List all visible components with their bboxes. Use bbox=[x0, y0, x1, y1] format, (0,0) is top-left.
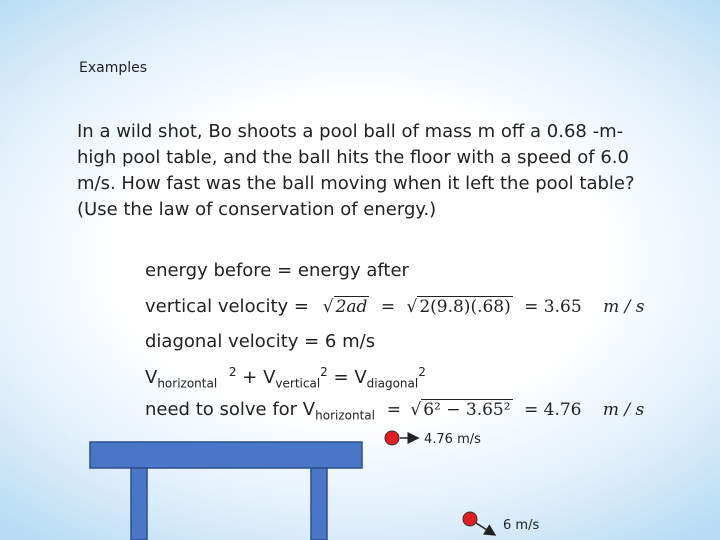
exponent: 2 bbox=[418, 365, 426, 379]
vertical-unit: m / s bbox=[603, 297, 645, 317]
pool-ball-top bbox=[385, 431, 399, 445]
sqrt-horizontal-radicand: 6² − 3.65² bbox=[423, 400, 511, 420]
v-symbol: V bbox=[145, 367, 158, 388]
pool-ball-bottom bbox=[463, 512, 477, 526]
equals-sign: = bbox=[386, 400, 401, 420]
equals-v: = V bbox=[333, 367, 367, 388]
ball-top-velocity-label: 4.76 m/s bbox=[424, 432, 481, 447]
problem-statement: In a wild shot, Bo shoots a pool ball of mass m off a 0.68 -m-high pool table, and the ball hits the floor with a speed of 6.0 m/s. How fast was the ball moving when it left the pool table? (Use the law of conservation of energy.) bbox=[77, 121, 635, 220]
subscript-horizontal: horizontal bbox=[315, 408, 375, 423]
pool-table-top bbox=[90, 442, 362, 468]
ball-bottom-velocity-label: 6 m/s bbox=[503, 518, 540, 533]
vertical-velocity-label: vertical velocity = bbox=[145, 296, 309, 317]
exponent: 2 bbox=[320, 365, 328, 379]
sqrt-horizontal: √ 6² − 3.65² bbox=[410, 400, 511, 420]
energy-equation: energy before = energy after bbox=[145, 260, 409, 281]
subscript-vertical: vertical bbox=[275, 376, 321, 391]
exponent: 2 bbox=[228, 365, 237, 379]
subscript-horizontal: horizontal bbox=[157, 376, 218, 391]
sqrt-2ad: √ 2ad bbox=[322, 297, 368, 317]
pool-table-leg-right bbox=[311, 468, 327, 540]
velocity-arrow-diagonal bbox=[476, 523, 495, 535]
equals-sign: = bbox=[380, 297, 396, 317]
slide-title: Examples bbox=[79, 60, 148, 76]
diagonal-velocity-line: diagonal velocity = 6 m/s bbox=[145, 331, 376, 352]
sqrt-numeric: √ 2(9.8)(.68) bbox=[406, 297, 511, 317]
solve-text: need to solve for V bbox=[145, 399, 316, 420]
sqrt-2ad-radicand: 2ad bbox=[335, 297, 368, 317]
plus-v: + V bbox=[242, 367, 276, 388]
sqrt-numeric-radicand: 2(9.8)(.68) bbox=[419, 297, 511, 317]
horizontal-unit: m / s bbox=[602, 400, 645, 420]
subscript-diagonal: diagonal bbox=[366, 376, 419, 391]
horizontal-result: = 4.76 bbox=[523, 400, 582, 420]
vertical-result: = 3.65 bbox=[524, 297, 582, 317]
pool-table-leg-left bbox=[131, 468, 147, 540]
